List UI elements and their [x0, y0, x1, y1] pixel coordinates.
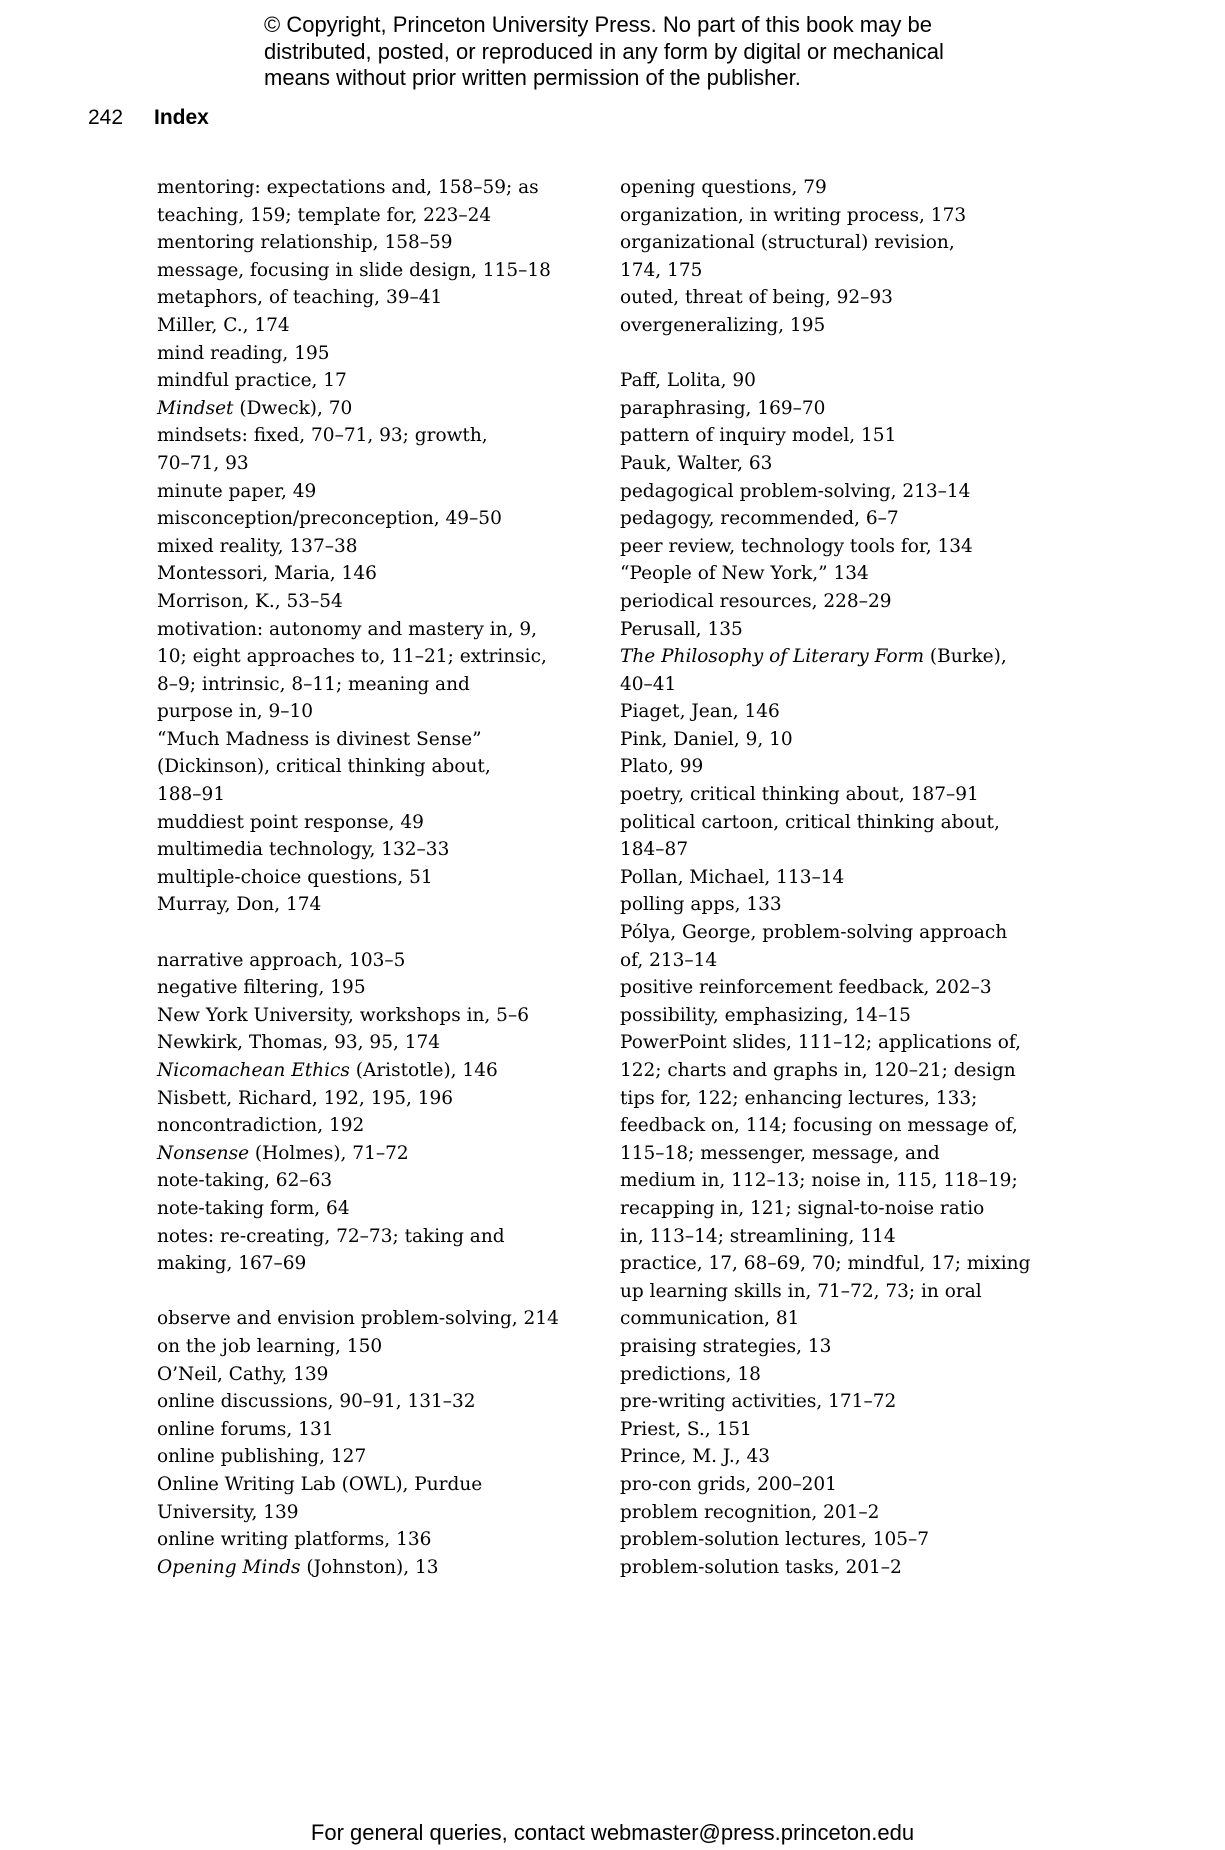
index-entry [620, 312, 1090, 340]
running-head [88, 104, 209, 132]
index-entry [620, 505, 1090, 533]
index-entry [157, 616, 597, 726]
index-entry [620, 450, 1090, 478]
index-entry [157, 864, 597, 892]
index-entry-line: Mindset (Dweck), 70 [157, 397, 353, 419]
index-entry-line: Online Writing Lab (OWL), Purdue [157, 1473, 483, 1495]
index-entry [157, 174, 597, 229]
index-entry [157, 809, 597, 837]
index-entry-line: 174, 175 [620, 259, 703, 281]
index-entry [157, 1554, 597, 1582]
index-entry [157, 1305, 597, 1333]
index-entry-line: The Philosophy of Literary Form (Burke), [620, 646, 1007, 668]
index-entry-line: paraphrasing, 169–70 [620, 397, 826, 419]
index-entry [157, 891, 597, 919]
index-entry [620, 974, 1090, 1002]
index-entry-line: Plato, 99 [620, 756, 704, 778]
index-entry [620, 174, 1090, 202]
copyright-line: distributed, posted, or reproduced in any form by digital or mechanical [264, 38, 944, 64]
index-entry-line: negative filtering, 195 [157, 977, 366, 999]
index-entry [620, 753, 1090, 781]
index-entry [157, 284, 597, 312]
index-entry-line: message, focusing in slide design, 115–18 [157, 259, 551, 281]
index-entry-line: mind reading, 195 [157, 342, 330, 364]
index-entry-line: tips for, 122; enhancing lectures, 133; [620, 1087, 978, 1109]
index-entry-line: Pauk, Walter, 63 [620, 452, 773, 474]
index-entry-line: Pólya, George, problem-solving approach [620, 922, 1008, 944]
index-entry [620, 229, 1090, 284]
index-entry [620, 1416, 1090, 1444]
index-entry [157, 1416, 597, 1444]
index-entry [157, 974, 597, 1002]
index-entry-line: 8–9; intrinsic, 8–11; meaning and [157, 673, 470, 695]
index-entry-line: Nicomachean Ethics (Aristotle), 146 [157, 1060, 498, 1081]
index-entry-line: mentoring: expectations and, 158–59; as [157, 177, 539, 198]
index-entry-line: Miller, C., 174 [157, 314, 290, 336]
index-entry-line: positive reinforcement feedback, 202–3 [620, 977, 992, 999]
index-entry [620, 1250, 1090, 1333]
index-entry-line: Nonsense (Holmes), 71–72 [157, 1142, 409, 1164]
index-entry [620, 588, 1090, 616]
index-entry [157, 726, 597, 809]
index-entry-line: online discussions, 90–91, 131–32 [157, 1391, 476, 1413]
index-entry-line: outed, threat of being, 92–93 [620, 287, 893, 309]
index-entry-line: Pollan, Michael, 113–14 [620, 866, 845, 888]
copyright-line: © Copyright, Princeton University Press. No part of this book may be [264, 12, 932, 37]
index-entry [620, 643, 1090, 698]
index-entry-line: Prince, M. J., 43 [620, 1446, 771, 1468]
index-entry [620, 478, 1090, 506]
index-entry [620, 781, 1090, 809]
index-entry [620, 1002, 1090, 1030]
index-entry-line: multimedia technology, 132–33 [157, 839, 450, 861]
index-entry [157, 1085, 597, 1113]
index-entry-line: notes: re-creating, 72–73; taking and [157, 1225, 505, 1247]
index-entry [157, 947, 597, 975]
index-entry [157, 1443, 597, 1471]
index-entry-line: peer review, technology tools for, 134 [620, 535, 973, 557]
index-entry-line: multiple-choice questions, 51 [157, 866, 433, 888]
index-entry-line: Montessori, Maria, 146 [157, 563, 377, 585]
index-entry [157, 1388, 597, 1416]
index-entry [157, 588, 597, 616]
index-entry-line: organization, in writing process, 173 [620, 204, 967, 226]
index-entry [157, 478, 597, 506]
index-entry-line: narrative approach, 103–5 [157, 949, 406, 971]
index-entry-line: 188–91 [157, 784, 226, 806]
index-entry [157, 340, 597, 368]
index-entry-line: practice, 17, 68–69, 70; mindful, 17; mixing [620, 1253, 1031, 1275]
index-entry-line: poetry, critical thinking about, 187–91 [620, 784, 979, 806]
index-entry-line: minute paper, 49 [157, 480, 317, 502]
index-entry-line: note-taking form, 64 [157, 1197, 350, 1219]
index-entry [157, 1167, 597, 1195]
index-entry-line: Piaget, Jean, 146 [620, 701, 780, 723]
index-entry-line: pedagogical problem-solving, 213–14 [620, 480, 971, 502]
page-number: 242 [88, 106, 124, 129]
index-entry [620, 864, 1090, 892]
index-entry-line: observe and envision problem-solving, 214 [157, 1308, 559, 1330]
index-entry [620, 1526, 1090, 1554]
index-entry-line: noncontradiction, 192 [157, 1115, 365, 1137]
index-entry-line: note-taking, 62–63 [157, 1170, 333, 1192]
index-entry-line: mixed reality, 137–38 [157, 535, 358, 557]
index-entry-line: Paff, Lolita, 90 [620, 370, 756, 392]
index-entry [620, 395, 1090, 423]
index-entry-line: political cartoon, critical thinking about, [620, 811, 1000, 833]
index-entry [157, 367, 597, 395]
index-entry-line: 122; charts and graphs in, 120–21; design [620, 1060, 1016, 1081]
index-entry [157, 229, 597, 257]
index-entry-line: communication, 81 [620, 1308, 800, 1330]
index-entry-line: muddiest point response, 49 [157, 811, 424, 833]
index-entry-line: making, 167–69 [157, 1253, 307, 1275]
index-entry-line: teaching, 159; template for, 223–24 [157, 204, 492, 226]
index-entry [620, 1029, 1090, 1250]
index-entry-line: mentoring relationship, 158–59 [157, 232, 453, 254]
index-entry [620, 1471, 1090, 1499]
index-entry-line: problem-solution lectures, 105–7 [620, 1529, 930, 1551]
index-entry-line: opening questions, 79 [620, 177, 827, 198]
index-entry [157, 1057, 597, 1085]
index-entry [620, 891, 1090, 919]
index-entry-line: 70–71, 93 [157, 452, 249, 474]
index-entry [157, 836, 597, 864]
index-entry-line: in, 113–14; streamlining, 114 [620, 1225, 896, 1247]
index-entry-line: recapping in, 121; signal-to-noise ratio [620, 1197, 985, 1219]
index-entry [620, 698, 1090, 726]
index-entry [157, 1333, 597, 1361]
index-entry-line: 115–18; messenger, message, and [620, 1142, 940, 1164]
index-entry [157, 422, 597, 477]
index-entry [157, 1112, 597, 1140]
index-entry-line: “People of New York,” 134 [620, 563, 869, 585]
index-entry [157, 312, 597, 340]
copyright-line: means without prior written permission of the publisher. [264, 65, 801, 90]
index-entry-line: misconception/preconception, 49–50 [157, 508, 502, 530]
index-entry [620, 202, 1090, 230]
index-entry [157, 560, 597, 588]
index-entry-line: purpose in, 9–10 [157, 701, 314, 723]
index-entry-line: periodical resources, 228–29 [620, 590, 892, 612]
index-entry-line: 184–87 [620, 839, 689, 861]
section-title: Index [154, 106, 209, 129]
index-entry-line: mindful practice, 17 [157, 370, 347, 392]
copyright-notice [264, 12, 984, 92]
index-entry-line: Murray, Don, 174 [157, 894, 322, 916]
index-entry [620, 284, 1090, 312]
index-entry [620, 367, 1090, 395]
index-entry-line: Newkirk, Thomas, 93, 95, 174 [157, 1032, 441, 1054]
index-entry [620, 1333, 1090, 1361]
index-entry-line: Morrison, K., 53–54 [157, 590, 343, 612]
index-entry [157, 1195, 597, 1223]
index-entry [620, 1443, 1090, 1471]
index-entry [620, 422, 1090, 450]
index-entry-line: Priest, S., 151 [620, 1418, 752, 1440]
index-entry-line: predictions, 18 [620, 1363, 761, 1385]
index-entry [157, 1223, 597, 1278]
index-entry-line: mindsets: fixed, 70–71, 93; growth, [157, 425, 488, 447]
index-entry [620, 809, 1090, 864]
index-entry-line: online publishing, 127 [157, 1446, 367, 1468]
index-entry [157, 395, 597, 423]
index-entry-line: 40–41 [620, 673, 677, 695]
index-entry [620, 1361, 1090, 1389]
index-entry-line: pre-writing activities, 171–72 [620, 1391, 897, 1413]
index-entry-line: organizational (structural) revision, [620, 232, 955, 254]
index-entry-line: medium in, 112–13; noise in, 115, 118–19; [620, 1170, 1018, 1192]
index-entry-line: feedback on, 114; focusing on message of, [620, 1115, 1018, 1137]
index-entry [157, 1361, 597, 1389]
index-entry-line: overgeneralizing, 195 [620, 314, 826, 336]
index-entry-line: New York University, workshops in, 5–6 [157, 1004, 529, 1026]
index-entry-line: polling apps, 133 [620, 894, 782, 916]
index-column-left [157, 174, 597, 1581]
index-entry-line: problem recognition, 201–2 [620, 1501, 880, 1523]
index-entry-line: up learning skills in, 71–72, 73; in oral [620, 1280, 982, 1302]
index-entry-line: on the job learning, 150 [157, 1335, 383, 1357]
index-entry [157, 1526, 597, 1554]
index-entry [620, 1388, 1090, 1416]
index-entry-line: Pink, Daniel, 9, 10 [620, 728, 793, 750]
index-entry-line: PowerPoint slides, 111–12; applications of, [620, 1032, 1021, 1054]
index-entry [620, 1499, 1090, 1527]
index-entry [157, 1002, 597, 1030]
index-entry [157, 505, 597, 533]
index-column-right [620, 174, 1090, 1581]
index-entry [620, 1554, 1090, 1582]
index-entry-line: pattern of inquiry model, 151 [620, 425, 897, 447]
index-entry [157, 1140, 597, 1168]
index-entry-line: pro-con grids, 200–201 [620, 1473, 837, 1495]
index-entry-line: Perusall, 135 [620, 618, 743, 640]
index-entry [157, 1471, 597, 1526]
index-entry-line: 10; eight approaches to, 11–21; extrinsic, [157, 646, 547, 668]
index-entry [157, 533, 597, 561]
index-entry-line: pedagogy, recommended, 6–7 [620, 508, 899, 530]
index-entry-line: praising strategies, 13 [620, 1335, 832, 1357]
index-entry [620, 616, 1090, 644]
index-entry-line: Opening Minds (Johnston), 13 [157, 1556, 439, 1578]
index-entry-line: metaphors, of teaching, 39–41 [157, 287, 443, 309]
index-entry-line: “Much Madness is divinest Sense” [157, 728, 482, 750]
index-entry-line: online writing platforms, 136 [157, 1529, 432, 1551]
index-entry [157, 257, 597, 285]
index-entry [620, 560, 1090, 588]
index-entry-line: University, 139 [157, 1501, 299, 1523]
index-entry-line: (Dickinson), critical thinking about, [157, 756, 491, 778]
index-entry [157, 1029, 597, 1057]
index-entry-line: problem-solution tasks, 201–2 [620, 1556, 902, 1578]
index-entry-line: online forums, 131 [157, 1418, 334, 1440]
index-entry [620, 726, 1090, 754]
index-entry-line: of, 213–14 [620, 949, 718, 971]
footer-contact: For general queries, contact webmaster@press.princeton.edu [310, 1820, 915, 1845]
index-entry-line: motivation: autonomy and mastery in, 9, [157, 618, 538, 640]
index-entry [620, 533, 1090, 561]
index-entry-line: Nisbett, Richard, 192, 195, 196 [157, 1087, 454, 1109]
index-entry-line: possibility, emphasizing, 14–15 [620, 1004, 911, 1026]
index-entry-line: O’Neil, Cathy, 139 [157, 1363, 329, 1385]
index-entry [620, 919, 1090, 974]
